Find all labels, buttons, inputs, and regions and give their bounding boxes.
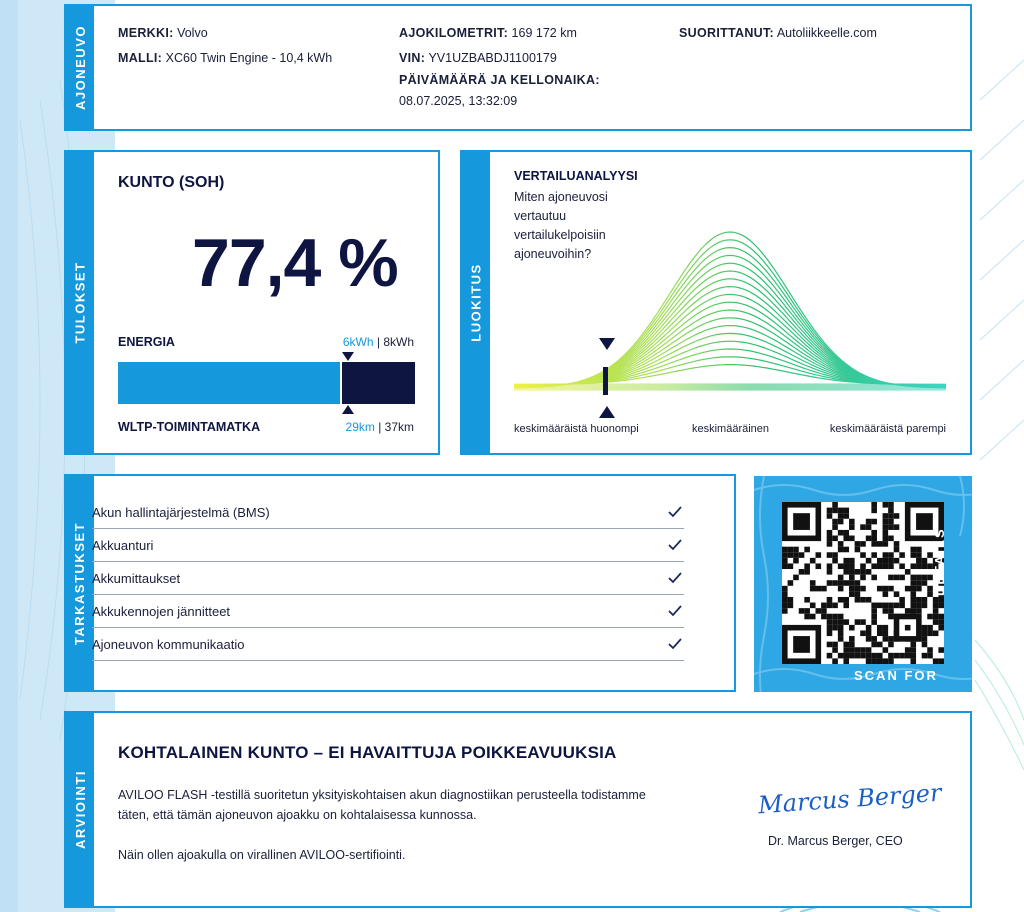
details-caption: DETAILS (932, 527, 947, 596)
classification-panel (460, 150, 972, 455)
check-row (92, 496, 684, 529)
position-bottom-icon (599, 406, 615, 418)
energy-readout: 6kWh | 8kWh (342, 335, 414, 349)
assessment-title: KOHTALAINEN KUNTO – EI HAVAITTUJA POIKKEAVUUKSIA (118, 743, 617, 762)
vehicle-tab: AJONEUVO (66, 6, 94, 129)
check-row (92, 562, 684, 595)
mileage-field: AJOKILOMETRIT: 169 172 km (399, 26, 577, 40)
classification-tab: LUOKITUS (462, 152, 490, 453)
label-average: keskimääräinen (692, 423, 770, 435)
check-row (92, 529, 684, 562)
qr-code[interactable] (782, 502, 944, 664)
assessment-panel (64, 711, 972, 908)
model-field: MALLI: XC60 Twin Engine - 10,4 kWh (118, 51, 333, 65)
check-label: Ajoneuvon kommunikaatio (92, 637, 245, 652)
assessment-paragraph-2: Näin ollen ajoakulla on virallinen AVILOO-sertifiointi. (118, 848, 406, 862)
checks-panel (64, 474, 736, 692)
label-worse: keskimääräistä huonompi (514, 423, 639, 435)
checks-tab: TARKASTUKSET (66, 476, 94, 690)
datetime-label: PÄIVÄMÄÄRÄ JA KELLONAIKA: (399, 73, 600, 87)
check-row (92, 595, 684, 628)
assessment-paragraph-1: AVILOO FLASH -testillä suoritetun yksityiskohtaisen akun diagnostiikan perusteella todistamme täten, että tämän ajoneuvon ajoakku on kohtalaisessa kunnossa. (118, 788, 646, 822)
checkmark-icon (668, 572, 682, 584)
comparison-question: Miten ajoneuvosi vertautuu vertailukelpoisiin ajoneuvoihin? (514, 190, 608, 261)
performer-field: SUORITTANUT: Autoliikkeelle.com (679, 26, 877, 40)
range-current: 29km (345, 420, 375, 434)
scan-caption: SCAN FOR (854, 668, 938, 683)
comparison-title: VERTAILUANALYYSI (514, 169, 638, 183)
check-label: Akkuanturi (92, 538, 154, 553)
check-row (92, 628, 684, 661)
position-top-icon (599, 338, 615, 350)
range-marker-icon (342, 405, 354, 414)
range-label: WLTP-TOIMINTAMATKA (118, 420, 261, 434)
energy-label: ENERGIA (118, 335, 175, 349)
checkmark-icon (668, 506, 682, 518)
results-panel (64, 150, 440, 455)
soh-title: KUNTO (SOH) (118, 174, 225, 191)
assessment-tab: ARVIOINTI (66, 713, 94, 906)
energy-current: 6kWh (342, 335, 374, 349)
datetime-value: 08.07.2025, 13:32:09 (399, 94, 518, 108)
checkmark-icon (668, 539, 682, 551)
check-label: Akun hallintajärjestelmä (BMS) (92, 505, 270, 520)
label-better: keskimääräistä parempi (829, 423, 946, 435)
energy-total: 8kWh (383, 335, 414, 349)
vin-field: VIN: YV1UZBABDJ1100179 (399, 51, 557, 65)
checkmark-icon (668, 638, 682, 650)
soh-value: 77,4 % (192, 225, 398, 301)
qr-panel[interactable] (754, 476, 972, 692)
energy-marker-icon (342, 352, 354, 361)
make-field: MERKKI: Volvo (118, 26, 208, 40)
energy-bar-divider (340, 362, 342, 404)
check-label: Akkukennojen jännitteet (92, 604, 231, 619)
range-total: 37km (384, 420, 414, 434)
check-label: Akkumittaukset (92, 571, 181, 586)
range-readout: 29km | 37km (345, 420, 414, 434)
ceo-signature: Marcus Berger (757, 778, 943, 820)
checkmark-icon (668, 605, 682, 617)
distribution-curve (514, 212, 946, 412)
energy-bar-fill (118, 362, 341, 404)
signer-name: Dr. Marcus Berger, CEO (768, 834, 903, 848)
energy-bar-remaining (341, 362, 415, 404)
results-tab: TULOKSET (66, 152, 94, 453)
vehicle-position-marker (603, 367, 608, 395)
vehicle-panel (64, 4, 972, 131)
